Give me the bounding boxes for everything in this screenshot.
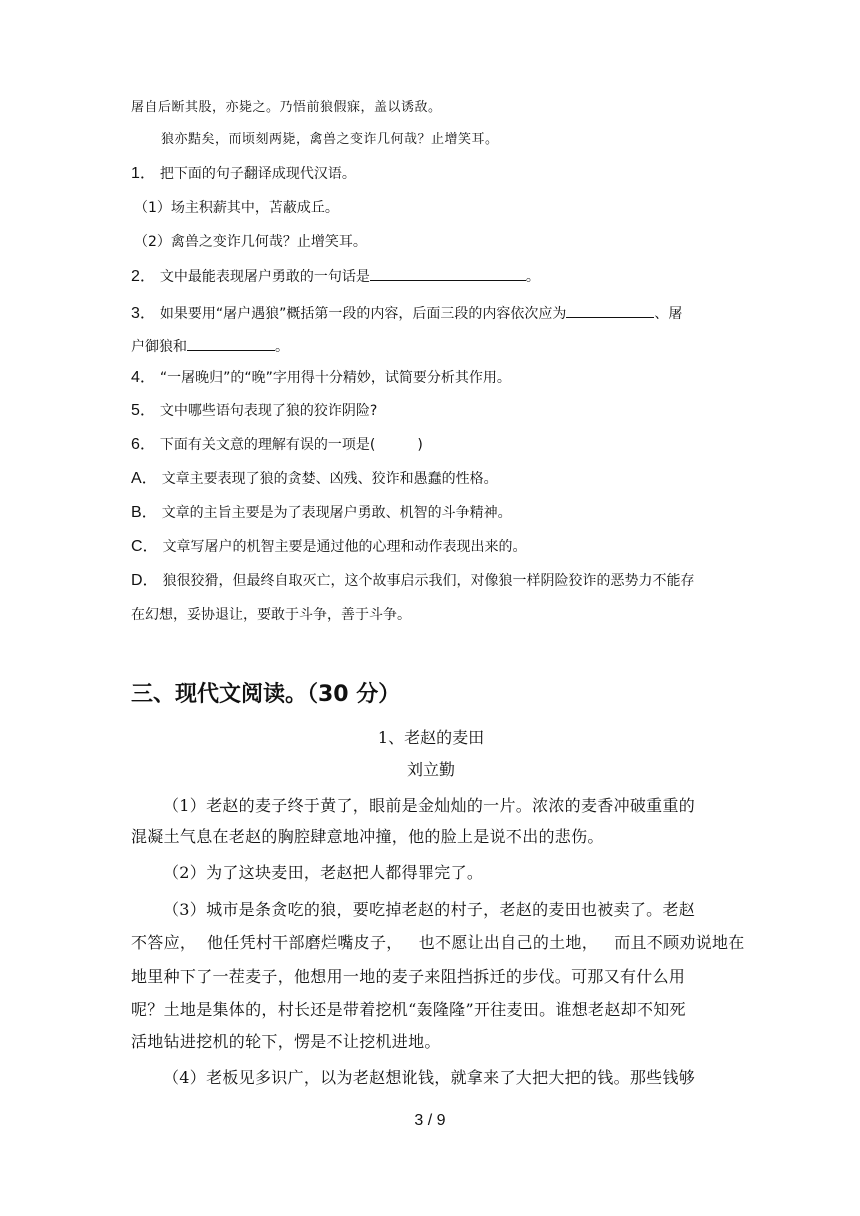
paragraph-line: （1）老赵的麦子终于黄了，眼前是金灿灿的一片。浓浓的麦香冲破重重的: [163, 796, 696, 815]
question-4: [131, 368, 511, 388]
paragraph-line: （2）为了这块麦田，老赵把人都得罪完了。: [163, 863, 484, 882]
option-letter: C．: [131, 538, 159, 555]
option-text: 文章的主旨主要是为了表现屠户勇敢、机智的斗争精神。: [161, 505, 512, 521]
question-text: 。: [525, 269, 540, 285]
option-d-line-2: 在幻想，妥协退让，要敢于斗争，善于斗争。: [131, 607, 411, 623]
paragraph-line: 不答应， 他任凭村干部磨烂嘴皮子， 也不愿让出自己的土地， 而且不顾劝说地在: [131, 933, 745, 952]
question-number: 2．: [131, 268, 156, 285]
paragraph-line: （4）老板见多识广，以为老赵想讹钱，就拿来了大把大把的钱。那些钱够: [163, 1068, 696, 1087]
option-a: [131, 469, 498, 489]
answer-blank[interactable]: [566, 303, 654, 318]
question-text: 文中最能表现屠户勇敢的一句话是: [159, 269, 370, 285]
question-number: 3．: [131, 305, 156, 322]
question-text: 文中哪些语句表现了狼的狡诈阴险?: [159, 403, 378, 419]
question-text: 下面有关文意的理解有误的一项是( ): [159, 437, 423, 453]
question-3-line-2: [131, 336, 289, 357]
option-c: [131, 537, 527, 557]
option-letter: A．: [131, 470, 158, 487]
paragraph-line: 呢？土地是集体的，村长还是带着挖机“轰隆隆”开往麦田。谁想老赵却不知死: [131, 1000, 686, 1019]
paragraph-line: 混凝土气息在老赵的胸腔肆意地冲撞，他的脸上是说不出的悲伤。: [131, 827, 604, 846]
paragraph-line: 活地钻进挖机的轮下，愣是不让挖机进地。: [131, 1032, 441, 1051]
question-number: 1．: [131, 165, 156, 182]
question-text: 、屠: [654, 306, 683, 322]
question-2: [131, 266, 540, 287]
classical-text-line: 屠自后断其股，亦毙之。乃悟前狼假寐，盖以诱敌。: [131, 100, 442, 115]
question-1: [131, 164, 356, 184]
question-text: 户御狼和: [131, 339, 187, 355]
paragraph-line: （3）城市是条贪吃的狼，要吃掉老赵的村子，老赵的麦田也被卖了。老赵: [163, 900, 696, 919]
article-author: 刘立勤: [406, 760, 455, 779]
option-text: 文章写屠户的机智主要是通过他的心理和动作表现出来的。: [162, 539, 527, 555]
question-1-sub-2: （2）禽兽之变诈几何哉？止增笑耳。: [134, 234, 367, 250]
option-b: [131, 503, 512, 523]
question-number: 5．: [131, 402, 156, 419]
question-6: [131, 435, 423, 455]
answer-blank[interactable]: [370, 266, 526, 281]
question-text: 。: [275, 339, 289, 355]
question-5: [131, 401, 377, 421]
question-number: 4．: [131, 369, 156, 386]
question-text: 把下面的句子翻译成现代汉语。: [159, 166, 356, 182]
article-title: 1、老赵的麦田: [377, 728, 485, 747]
classical-text-line: 狼亦黠矣，而顷刻两毙，禽兽之变诈几何哉？止增笑耳。: [161, 132, 499, 147]
answer-blank[interactable]: [187, 336, 275, 351]
option-d: [131, 571, 695, 591]
question-number: 6．: [131, 436, 156, 453]
question-3: [131, 303, 682, 324]
option-text: 文章主要表现了狼的贪婪、凶残、狡诈和愚蠢的性格。: [161, 471, 498, 487]
question-text: 如果要用“屠户遇狼”概括第一段的内容，后面三段的内容依次应为: [159, 306, 567, 322]
section-title: 三、现代文阅读。（30 分）: [131, 682, 401, 707]
question-1-sub-1: （1）场主积薪其中，苫蔽成丘。: [134, 200, 339, 216]
paragraph-line: 地里种下了一茬麦子，他想用一地的麦子来阻挡拆迁的步伐。可那又有什么用: [131, 967, 686, 986]
option-text: 狼很狡猾，但最终自取灭亡，这个故事启示我们，对像狼一样阴险狡诈的恶势力不能存: [162, 573, 695, 589]
page-number: 3 / 9: [414, 1112, 446, 1129]
option-letter: B．: [131, 504, 158, 521]
option-letter: D．: [131, 572, 159, 589]
question-text: “一屠晚归”的“晚”字用得十分精妙，试简要分析其作用。: [159, 370, 511, 386]
